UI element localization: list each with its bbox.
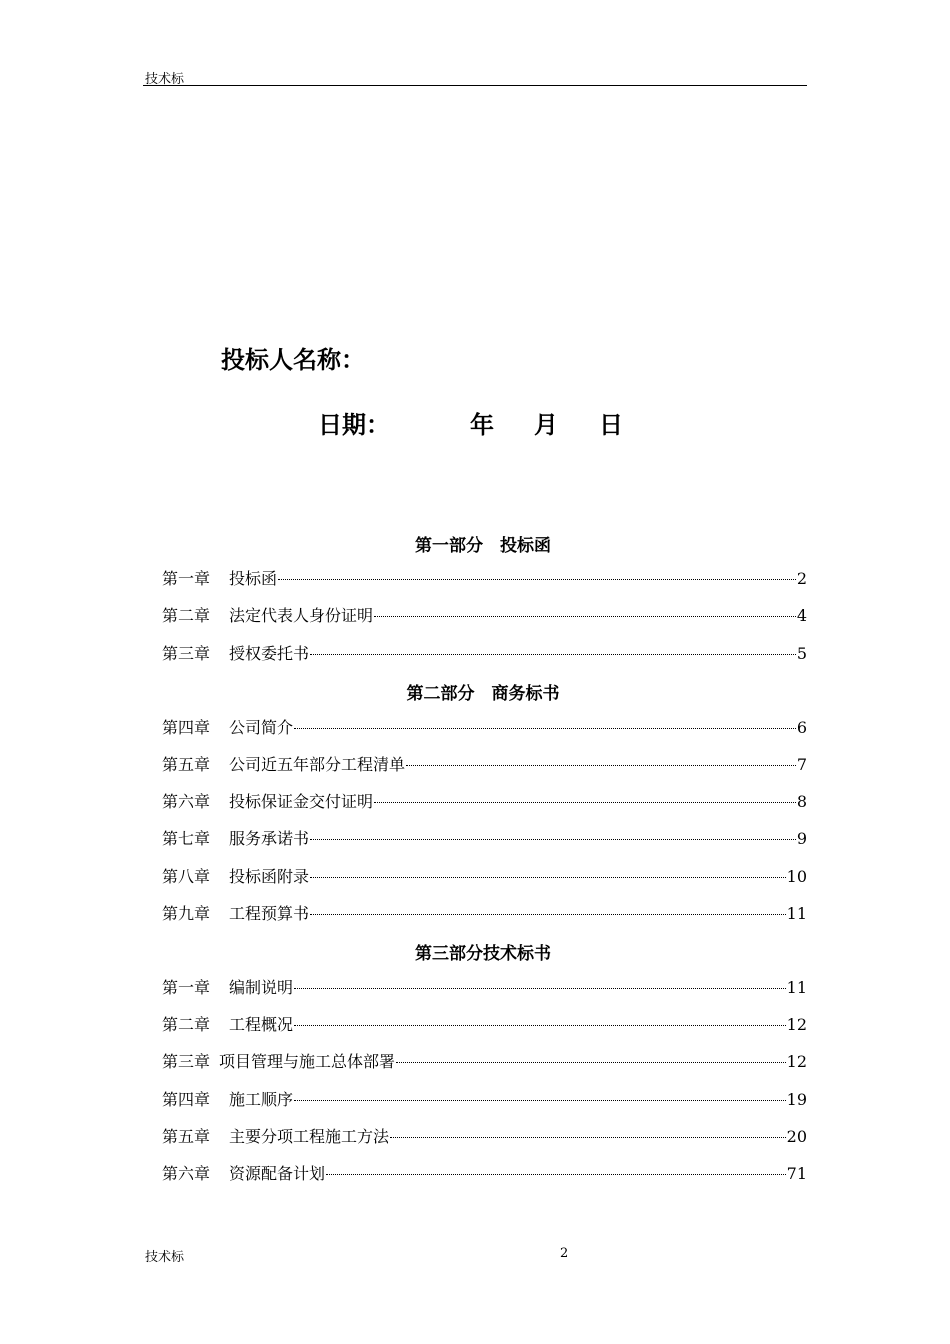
toc-part-heading: 第二部分 商务标书: [406, 684, 560, 704]
toc-leader: [406, 765, 796, 766]
toc-chapter: 第二章: [162, 1015, 211, 1034]
toc-title: 法定代表人身份证明: [229, 606, 374, 625]
toc-page: 6: [796, 718, 807, 737]
toc-page: 8: [796, 792, 807, 811]
toc-chapter: 第二章: [162, 606, 211, 625]
toc-entry[interactable]: [162, 715, 807, 739]
toc-page: 19: [786, 1090, 807, 1109]
toc-leader: [278, 579, 796, 580]
toc-chapter: 第八章: [162, 867, 211, 886]
toc-title: 工程概况: [229, 1015, 294, 1034]
toc-page: 12: [786, 1052, 807, 1071]
toc-part-heading: 第三部分技术标书: [415, 944, 551, 964]
toc-page: 2: [796, 569, 807, 588]
toc-leader: [294, 988, 786, 989]
header-divider: [143, 85, 807, 86]
toc-page: 9: [796, 829, 807, 848]
date-label: 日期：: [318, 411, 390, 439]
toc-title: 项目管理与施工总体部署: [219, 1052, 396, 1071]
toc-entry[interactable]: [162, 1124, 807, 1148]
toc-page: 71: [786, 1164, 807, 1183]
toc-entry[interactable]: [162, 1161, 807, 1185]
toc-title: 公司近五年部分工程清单: [229, 755, 406, 774]
toc-chapter: 第三章: [162, 644, 211, 663]
toc-leader: [374, 616, 796, 617]
toc-leader: [374, 802, 796, 803]
footer-page-number: 2: [560, 1246, 569, 1261]
toc-title: 投标函: [229, 569, 278, 588]
toc-entry[interactable]: [162, 752, 807, 776]
toc-chapter: 第一章: [162, 978, 211, 997]
toc-page: 5: [796, 644, 807, 663]
toc-leader: [310, 654, 796, 655]
month-label: 月: [534, 411, 558, 439]
toc-chapter: 第四章: [162, 1090, 211, 1109]
toc-chapter: 第一章: [162, 569, 211, 588]
year-label: 年: [470, 411, 494, 439]
toc-leader: [326, 1174, 786, 1175]
toc-leader: [390, 1137, 786, 1138]
toc-title: 服务承诺书: [229, 829, 310, 848]
toc-chapter: 第九章: [162, 904, 211, 923]
toc-title: 主要分项工程施工方法: [229, 1127, 390, 1146]
toc-page: 10: [786, 867, 807, 886]
toc-chapter: 第六章: [162, 1164, 211, 1183]
toc-entry[interactable]: [162, 1049, 807, 1073]
toc-part-heading: 第一部分 投标函: [415, 536, 551, 556]
toc-leader: [310, 914, 786, 915]
toc-entry[interactable]: [162, 1087, 807, 1111]
toc-entry[interactable]: [162, 641, 807, 665]
toc-page: 11: [786, 978, 807, 997]
toc-entry[interactable]: [162, 566, 807, 590]
toc-entry[interactable]: [162, 901, 807, 925]
bidder-name-label: 投标人名称：: [221, 346, 365, 374]
toc-chapter: 第五章: [162, 1127, 211, 1146]
toc-title: 投标保证金交付证明: [229, 792, 374, 811]
toc-page: 12: [786, 1015, 807, 1034]
toc-title: 投标函附录: [229, 867, 310, 886]
toc-chapter: 第六章: [162, 792, 211, 811]
toc-title: 资源配备计划: [229, 1164, 326, 1183]
toc-entry[interactable]: [162, 864, 807, 888]
toc-page: 7: [796, 755, 807, 774]
toc-title: 公司简介: [229, 718, 294, 737]
toc-chapter: 第三章: [162, 1052, 211, 1071]
toc-entry[interactable]: [162, 826, 807, 850]
toc-page: 11: [786, 904, 807, 923]
toc-page: 4: [796, 606, 807, 625]
toc-entry[interactable]: [162, 975, 807, 999]
toc-title: 授权委托书: [229, 644, 310, 663]
toc-page: 20: [786, 1127, 807, 1146]
header-label: 技术标: [145, 72, 185, 87]
toc-entry[interactable]: [162, 603, 807, 627]
day-label: 日: [599, 411, 623, 439]
toc-title: 编制说明: [229, 978, 294, 997]
toc-leader: [294, 1100, 786, 1101]
toc-leader: [294, 728, 796, 729]
toc-chapter: 第四章: [162, 718, 211, 737]
toc-entry[interactable]: [162, 1012, 807, 1036]
toc-chapter: 第七章: [162, 829, 211, 848]
toc-entry[interactable]: [162, 789, 807, 813]
toc-title: 施工顺序: [229, 1090, 294, 1109]
toc-title: 工程预算书: [229, 904, 310, 923]
footer-label: 技术标: [145, 1250, 185, 1265]
toc-leader: [310, 877, 786, 878]
toc-leader: [396, 1062, 786, 1063]
toc-leader: [310, 839, 796, 840]
toc-leader: [294, 1025, 786, 1026]
toc-chapter: 第五章: [162, 755, 211, 774]
